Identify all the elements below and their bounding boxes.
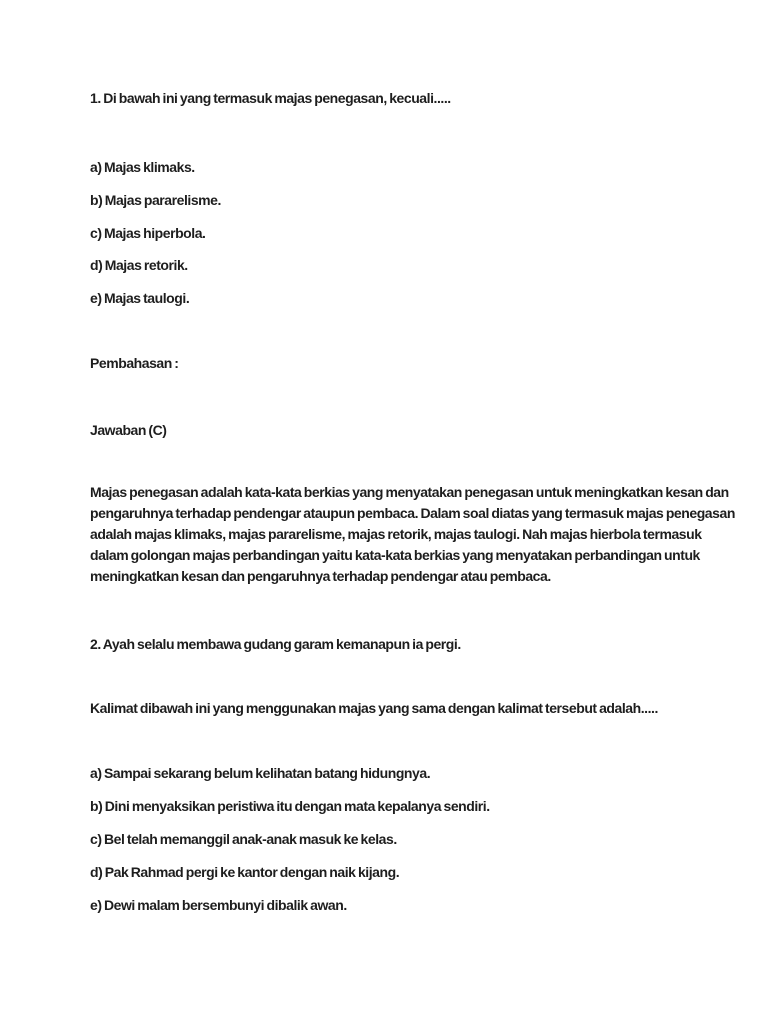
question-2-sub-prompt: Kalimat dibawah ini yang menggunakan majas yang sama dengan kalimat tersebut adalah.....	[90, 700, 658, 716]
question-1-option-b: b) Majas pararelisme.	[90, 192, 221, 208]
question-2-option-d: d) Pak Rahmad pergi ke kantor dengan naik kijang.	[90, 864, 400, 880]
question-2-option-b: b) Dini menyaksikan peristiwa itu dengan mata kepalanya sendiri.	[90, 798, 490, 814]
question-1-option-e: e) Majas taulogi.	[90, 290, 190, 306]
answer-label: Jawaban (C)	[90, 422, 167, 438]
question-1-option-c: c) Majas hiperbola.	[90, 225, 206, 241]
explanation-line: meningkatkan kesan dan pengaruhnya terhadap pendengar atau pembaca.	[90, 568, 551, 584]
question-1-prompt: 1. Di bawah ini yang termasuk majas penegasan, kecuali.....	[90, 90, 451, 106]
question-2-prompt: 2. Ayah selalu membawa gudang garam kemanapun ia pergi.	[90, 636, 461, 652]
question-2-option-e: e) Dewi malam bersembunyi dibalik awan.	[90, 897, 347, 913]
discussion-heading: Pembahasan :	[90, 355, 179, 371]
explanation-line: adalah majas klimaks, majas pararelisme, majas retorik, majas taulogi. Nah majas hierbola termasuk	[90, 526, 702, 542]
question-2-option-a: a) Sampai sekarang belum kelihatan batang hidungnya.	[90, 765, 431, 781]
discussion-explanation	[90, 482, 735, 587]
explanation-line: pengaruhnya terhadap pendengar ataupun pembaca. Dalam soal diatas yang termasuk majas penegasan	[90, 505, 735, 521]
explanation-line: dalam golongan majas perbandingan yaitu kata-kata berkias yang menyatakan perbandingan untuk	[90, 547, 700, 563]
question-1-option-d: d) Majas retorik.	[90, 257, 188, 273]
explanation-line: Majas penegasan adalah kata-kata berkias yang menyatakan penegasan untuk meningkatkan kesan dan	[90, 484, 729, 500]
question-2-option-c: c) Bel telah memanggil anak-anak masuk ke kelas.	[90, 831, 397, 847]
question-1-option-a: a) Majas klimaks.	[90, 159, 195, 175]
